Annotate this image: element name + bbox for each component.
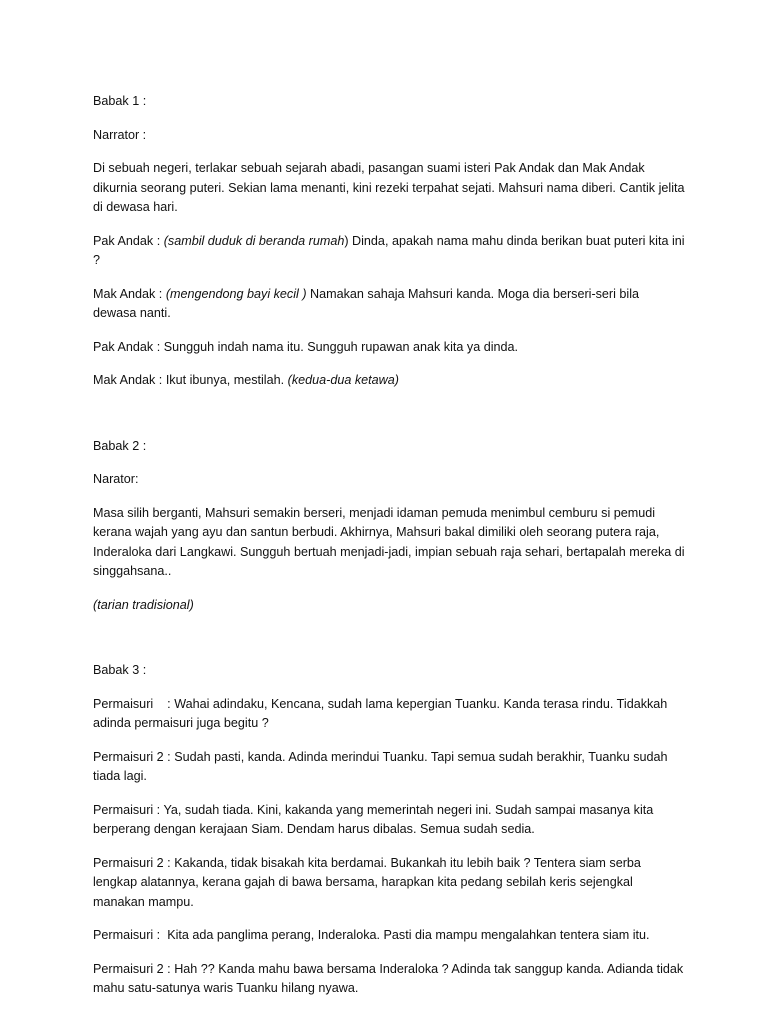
- speaker-name: Permaisuri :: [93, 696, 175, 711]
- dialogue-line: [93, 695, 685, 734]
- dialogue-text: Sudah pasti, kanda. Adinda merindui Tuanku. Tapi semua sudah berakhir, Tuanku sudah tiada lagi.: [93, 749, 668, 783]
- dialogue-text: Namakan sahaja Mahsuri kanda. Moga dia berseri-seri bila dewasa nanti.: [93, 286, 640, 320]
- speaker-name: Permaisuri 2 :: [93, 749, 175, 764]
- dialogue-text: Wahai adindaku, Kencana, sudah lama kepergian Tuanku. Kanda terasa rindu. Tidakkah adinda permaisuri juga begitu ?: [93, 696, 668, 730]
- dialogue-line: [93, 371, 685, 391]
- narration-paragraph: Masa silih berganti, Mahsuri semakin berseri, menjadi idaman pemuda menimbul cemburu si pemudi kerana wajah yang ayu dan santun berbudi. Akhirnya, Mahsuri bakal dimiliki oleh seorang putera raja, Inderaloka dari Langkawi. Sungguh bertuah menjadi-jadi, impian sebuah raja sehari, bertapalah mereka di singgahsana..: [93, 505, 685, 578]
- scene-heading-babak-3: Babak 3 :: [93, 663, 147, 677]
- speaker-name: Permaisuri 2 :: [93, 961, 175, 976]
- stage-direction: (kedua-dua ketawa): [287, 373, 399, 387]
- dialogue-line: [93, 232, 685, 271]
- dialogue-text: Kakanda, tidak bisakah kita berdamai. Bukankah itu lebih baik ? Tentera siam serba lengkap alatannya, kerana gajah di bawa bersama, harapkan kita pedang sebilah keris sejengkal manakan mampu.: [93, 855, 641, 909]
- stage-direction: (sambil duduk di beranda rumah: [163, 233, 345, 248]
- dialogue-text: ) Dinda, apakah nama mahu dinda berikan buat puteri kita ini ?: [93, 233, 685, 267]
- speaker-name: Pak Andak :: [93, 233, 164, 248]
- speaker-name: Permaisuri 2 :: [93, 855, 175, 870]
- dialogue-line: [93, 926, 685, 946]
- scene-spacer: [93, 629, 685, 661]
- speaker-name: Permaisuri :: [93, 928, 168, 942]
- dialogue-text: Ikut ibunya, mestilah.: [165, 373, 288, 387]
- speaker-name: Mak Andak :: [93, 373, 166, 387]
- speaker-name: Permaisuri :: [93, 802, 164, 817]
- dialogue-line: [93, 801, 685, 840]
- speaker-name: Mak Andak :: [93, 286, 166, 301]
- scene-heading-babak-2: Babak 2 :: [93, 438, 147, 453]
- dialogue-text: Sungguh indah nama itu. Sungguh rupawan anak kita ya dinda.: [163, 339, 519, 354]
- dialogue-text: Ya, sudah tiada. Kini, kakanda yang memerintah negeri ini. Sudah sampai masanya kita berperang dengan kerajaan Siam. Dendam harus dibalas. Semua sudah sedia.: [93, 802, 654, 836]
- narration-paragraph: Di sebuah negeri, terlakar sebuah sejarah abadi, pasangan suami isteri Pak Andak dan Mak Andak dikurnia seorang puteri. Sekian lama menanti, kini rezeki terpahat sejati. Mahsuri nama diberi. Cantik jelita di dewasa hari.: [93, 161, 685, 214]
- dialogue-text: Hah ?? Kanda mahu bawa bersama Inderaloka ? Adinda tak sanggup kanda. Adianda tidak mahu satu-satunya waris Tuanku hilang nyawa.: [93, 961, 684, 995]
- narrator-label: Narrator :: [93, 127, 147, 142]
- dialogue-text: Kita ada panglima perang, Inderaloka. Pasti dia mampu mengalahkan tentera siam itu.: [167, 928, 650, 942]
- dialogue-line: [93, 960, 685, 999]
- scene-spacer: [93, 405, 685, 437]
- scene-heading-babak-1: Babak 1 :: [93, 94, 147, 108]
- stage-direction: (mengendong bayi kecil ): [165, 286, 311, 301]
- speaker-name: Pak Andak :: [93, 339, 164, 354]
- dialogue-line: [93, 854, 685, 913]
- stage-direction: (tarian tradisional): [93, 597, 194, 612]
- dialogue-line: [93, 748, 685, 787]
- narrator-label: Narator:: [93, 472, 139, 486]
- dialogue-line: [93, 285, 685, 324]
- script-page: [93, 92, 685, 1013]
- dialogue-line: [93, 338, 685, 358]
